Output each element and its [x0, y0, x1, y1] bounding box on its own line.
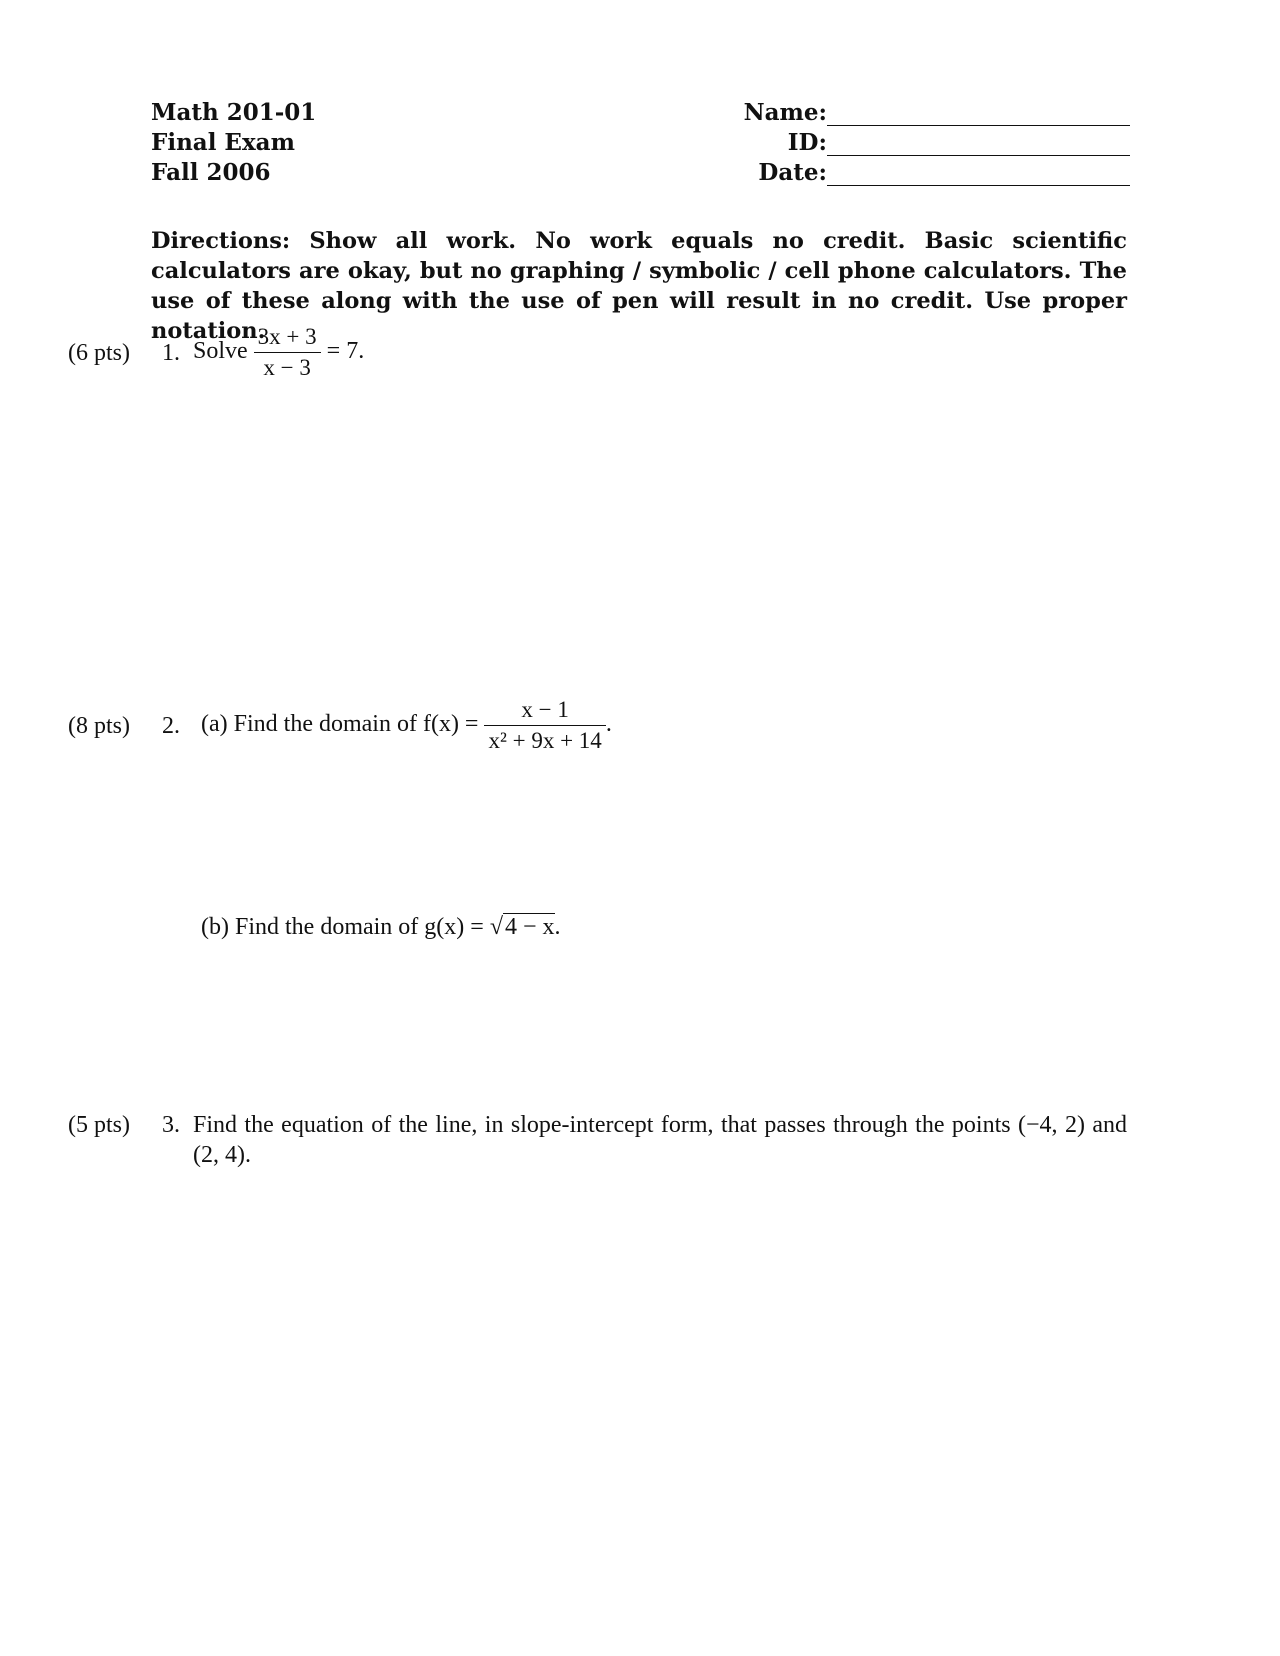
q1-points: (6 pts)	[68, 340, 130, 366]
q1-prefix: Solve	[193, 338, 248, 365]
q2b-sqrt	[490, 914, 555, 941]
q1-denominator: x − 3	[263, 355, 311, 380]
date-field	[690, 158, 1130, 188]
q1-number: 1.	[162, 340, 180, 366]
name-blank-line	[827, 103, 1130, 126]
q2a-denominator: x² + 9x + 14	[488, 728, 602, 753]
q2a-label: (a)	[201, 711, 228, 738]
q2a-fraction	[484, 695, 605, 756]
date-blank-line	[827, 163, 1130, 186]
exam-term: Fall 2006	[151, 159, 271, 186]
q3-number: 3.	[162, 1112, 180, 1138]
q2b-radicand: 4 − x	[505, 914, 555, 940]
q2-points: (8 pts)	[68, 713, 130, 739]
q1-suffix: = 7.	[326, 338, 365, 365]
q3-points: (5 pts)	[68, 1112, 130, 1138]
q2b-statement	[201, 914, 561, 941]
name-label: Name:	[743, 99, 827, 126]
q1-numerator: 3x + 3	[254, 322, 321, 353]
date-label: Date:	[758, 159, 827, 186]
q2-number: 2.	[162, 713, 180, 739]
q2a-suffix: .	[605, 711, 612, 738]
id-field	[690, 128, 1130, 158]
q2a-statement	[201, 695, 612, 756]
student-info-fields	[690, 98, 1130, 188]
q2b-suffix: .	[554, 914, 561, 940]
q2a-text: Find the domain of f(x) =	[233, 711, 479, 738]
q2b-label: (b)	[201, 914, 229, 940]
q2a-numerator: x − 1	[484, 695, 605, 726]
q3-text: Find the equation of the line, in slope-intercept form, that passes through the points (−4, 2) and (2, 4).	[193, 1112, 1127, 1168]
exam-title: Final Exam	[151, 129, 295, 156]
q2b-text: Find the domain of g(x) =	[234, 914, 484, 940]
directions-paragraph: Directions: Show all work. No work equals no credit. Basic scientific calculators are okay, but no graphing / symbolic / cell phone calculators. The use of these along with the use of pen will result in no credit. Use proper notation.	[151, 228, 1127, 344]
q1-statement	[193, 322, 364, 383]
q1-fraction	[254, 322, 321, 383]
course-info	[151, 98, 316, 188]
id-blank-line	[827, 133, 1130, 156]
radical-sign: √	[489, 914, 503, 940]
name-field	[690, 98, 1130, 128]
course-code: Math 201-01	[151, 99, 317, 126]
id-label: ID:	[787, 129, 827, 156]
